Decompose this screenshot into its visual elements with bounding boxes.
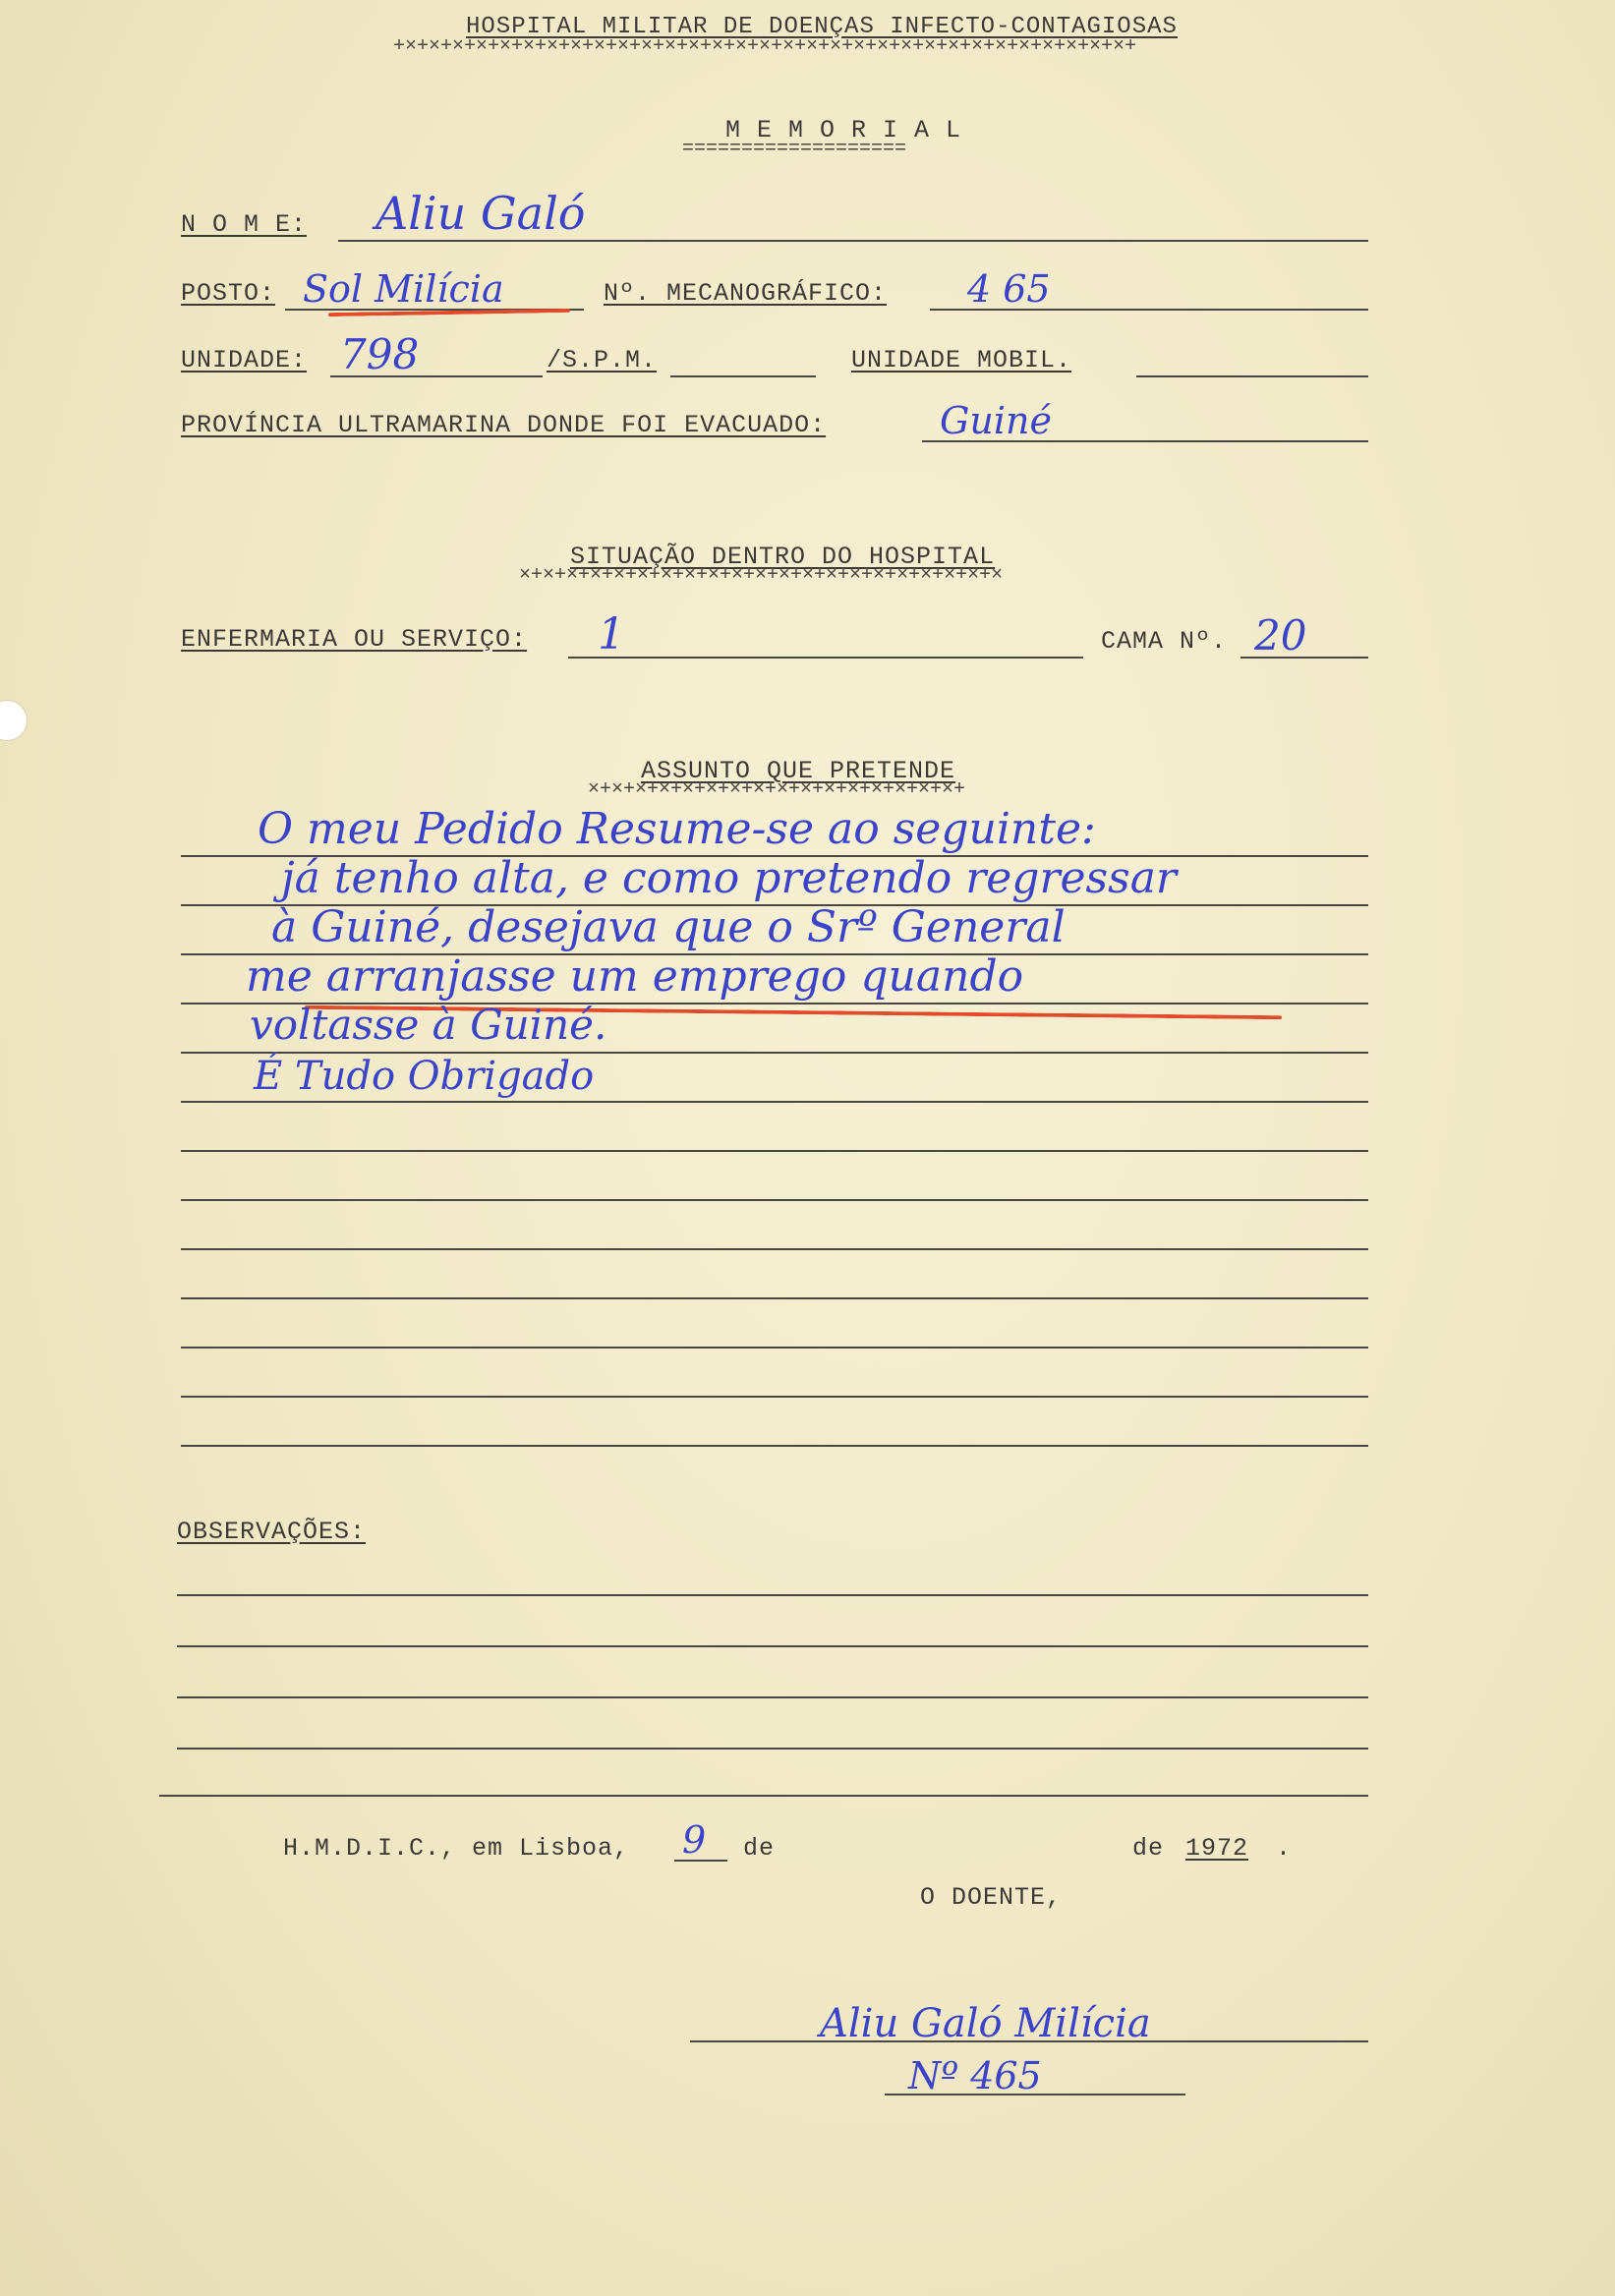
enfermaria-label: ENFERMARIA OU SERVIÇO: [181, 625, 528, 654]
assunto-line-8 [181, 1199, 1368, 1201]
assunto-text-line-6: É Tudo Obrigado [254, 1054, 595, 1099]
spm-line [670, 375, 816, 377]
memorial-title-underline: =================== [682, 138, 907, 160]
header-decoration: +×+×+×+×+×+×+×+×+×+×+×+×+×+×+×+×+×+×+×+×+×+×+×+×+×+×+×+×+×+×+×+ [393, 35, 1137, 58]
footer-doente: O DOENTE, [920, 1883, 1063, 1912]
mecanografico-value: 4 65 [967, 267, 1051, 311]
unidade-mobil-line [1136, 375, 1368, 377]
assunto-heading: ASSUNTO QUE PRETENDE [641, 757, 956, 785]
signature-name: Aliu Galó Milícia [820, 2001, 1151, 2046]
provincia-value: Guiné [940, 399, 1052, 442]
assunto-line-7 [181, 1150, 1368, 1152]
assunto-line-10 [181, 1297, 1368, 1299]
assunto-line-11 [181, 1347, 1368, 1349]
assunto-line-12 [181, 1396, 1368, 1398]
posto-value: Sol Milícia [303, 267, 504, 311]
posto-label: POSTO: [181, 279, 276, 308]
situacao-decoration: ×+×+×+×+×+×+×+×+×+×+×+×+×+×+×+×+×+×+×+×+× [519, 564, 1004, 587]
nome-value: Aliu Galó [375, 187, 586, 240]
observacoes-line-1 [177, 1594, 1368, 1596]
memorial-title: M E M O R I A L [725, 116, 962, 144]
footer-period: . [1276, 1834, 1293, 1863]
observacoes-line-5 [159, 1795, 1368, 1797]
unidade-label: UNIDADE: [181, 346, 308, 374]
enfermaria-line [568, 657, 1083, 659]
punch-hole [0, 700, 28, 741]
situacao-heading: SITUAÇÃO DENTRO DO HOSPITAL [570, 543, 996, 571]
footer-de-1: de [743, 1834, 776, 1863]
institution-title: HOSPITAL MILITAR DE DOENÇAS INFECTO-CONTAGIOSAS [466, 14, 1178, 40]
assunto-text-line-2: já tenho alta, e como pretendo regressar [281, 853, 1177, 903]
footer-day: 9 [682, 1818, 707, 1862]
provincia-label: PROVÍNCIA ULTRAMARINA DONDE FOI EVACUADO: [181, 411, 827, 439]
nome-label: N O M E: [181, 210, 308, 239]
nome-line [338, 240, 1368, 242]
observacoes-line-3 [177, 1696, 1368, 1698]
unidade-mobil-label: UNIDADE MOBIL. [851, 346, 1072, 374]
cama-value: 20 [1254, 611, 1307, 660]
assunto-decoration: ×+×+×+×+×+×+×+×+×+×+×+×+×+×+×+×+ [588, 778, 966, 801]
assunto-text-line-5: voltasse à Guiné. [250, 1001, 607, 1049]
assunto-line-9 [181, 1248, 1368, 1250]
observacoes-line-4 [177, 1748, 1368, 1750]
assunto-line-6 [181, 1101, 1368, 1103]
assunto-line-13 [181, 1445, 1368, 1447]
footer-de-2: de [1132, 1834, 1165, 1863]
enfermaria-value: 1 [598, 609, 625, 660]
spm-label: /S.P.M. [547, 346, 658, 374]
mecanografico-label: Nº. MECANOGRÁFICO: [604, 279, 888, 308]
assunto-text-line-4: me arranjasse um emprego quando [246, 951, 1024, 1002]
assunto-text-line-1: O meu Pedido Resume-se ao seguinte: [258, 804, 1096, 854]
unidade-value: 798 [340, 330, 420, 378]
assunto-text-line-3: à Guiné, desejava que o Srº General [271, 902, 1066, 952]
observacoes-label: OBSERVAÇÕES: [177, 1518, 367, 1546]
observacoes-line-2 [177, 1645, 1368, 1647]
footer-year: 1972 [1185, 1834, 1249, 1863]
cama-label: CAMA Nº. [1101, 627, 1228, 656]
footer-place: H.M.D.I.C., em Lisboa, [283, 1834, 630, 1863]
signature-number: Nº 465 [908, 2054, 1042, 2097]
